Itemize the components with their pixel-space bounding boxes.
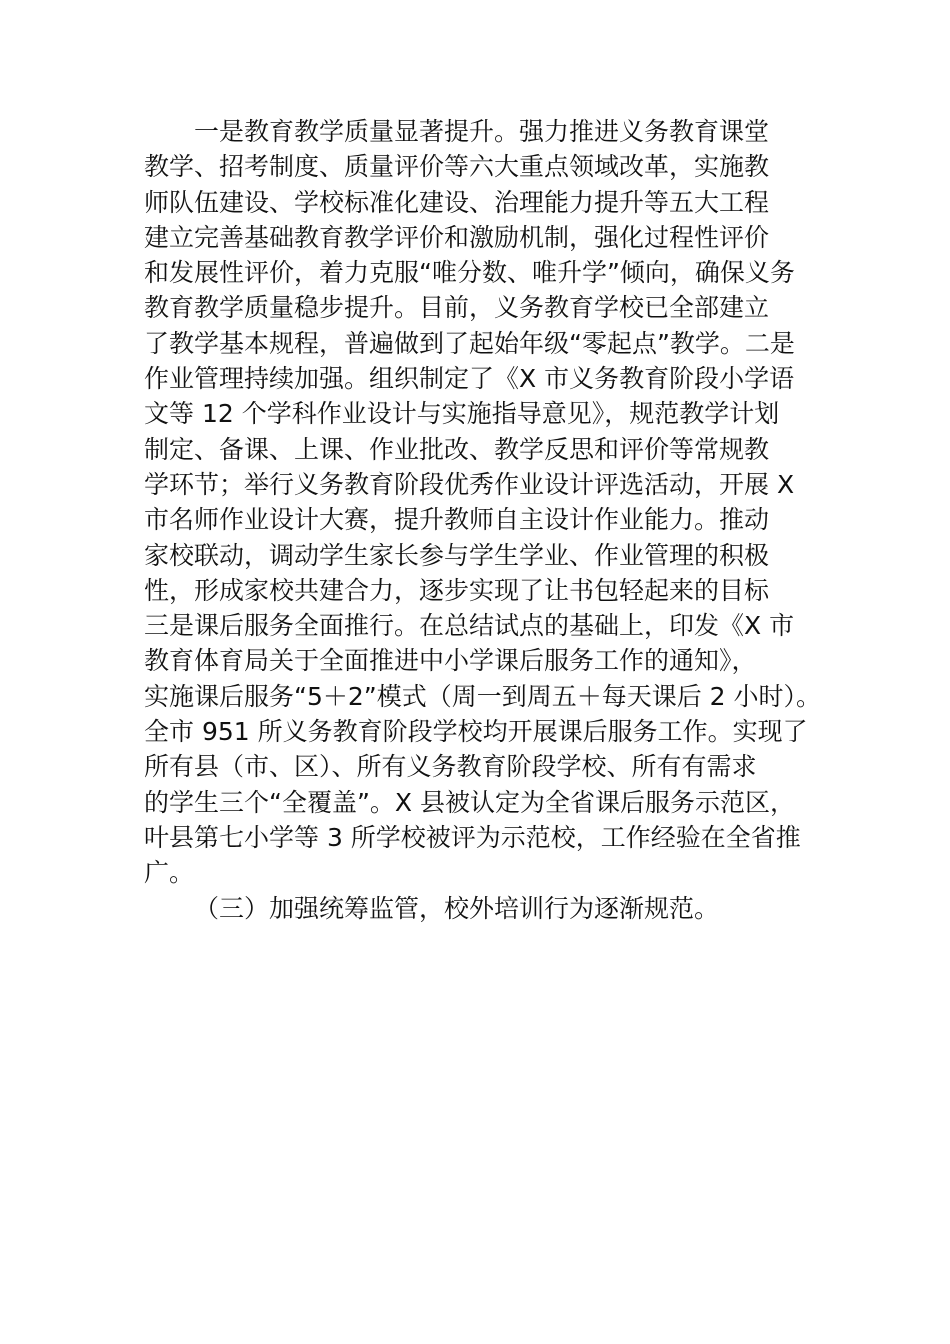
text-line: 的学生三个“全覆盖”。X 县被认定为全省课后服务示范区，	[144, 787, 795, 817]
text-line: 家校联动，调动学生家长参与学生学业、作业管理的积极	[144, 540, 770, 570]
text-line: 制定、备课、上课、作业批改、教学反思和评价等常规教	[144, 434, 770, 464]
text-line: 文等 12 个学科作业设计与实施指导意见》，规范教学计划	[144, 399, 780, 429]
text-line: 和发展性评价，着力克服“唯分数、唯升学”倾向，确保义务	[144, 258, 795, 288]
text-line: 叶县第七小学等 3 所学校被评为示范校，工作经验在全省推	[144, 822, 801, 852]
text-line: 性，形成家校共建合力，逐步实现了让书包轻起来的目标	[144, 575, 770, 605]
text-line: 作业管理持续加强。组织制定了《X 市义务教育阶段小学语	[144, 364, 795, 394]
text-line: 广。	[144, 858, 195, 888]
text-line: 一是教育教学质量显著提升。强力推进义务教育课堂	[194, 117, 770, 146]
text-line: 师队伍建设、学校标准化建设、治理能力提升等五大工程	[144, 187, 770, 217]
text-line: 学环节；举行义务教育阶段优秀作业设计评选活动，开展 X	[144, 469, 795, 499]
text-line: 所有县（市、区）、所有义务教育阶段学校、所有有需求	[144, 752, 757, 782]
text-line: 建立完善基础教育教学评价和激励机制，强化过程性评价	[144, 222, 770, 252]
text-line: 教学、招考制度、质量评价等六大重点领域改革，实施教	[144, 152, 770, 182]
text-line: 教育体育局关于全面推进中小学课后服务工作的通知》，	[144, 646, 757, 676]
text-line: 了教学基本规程，普遍做到了起始年级“零起点”教学。二是	[144, 328, 795, 358]
text-line: 全市 951 所义务教育阶段学校均开展课后服务工作。实现了	[144, 717, 808, 747]
body-text	[144, 114, 822, 926]
text-line: 市名师作业设计大赛，提升教师自主设计作业能力。推动	[144, 505, 770, 535]
text-line: 教育教学质量稳步提升。目前，义务教育学校已全部建立	[144, 293, 770, 323]
text-line: 实施课后服务“5＋2”模式（周一到周五＋每天课后 2 小时）。	[144, 681, 822, 711]
text-line: 三是课后服务全面推行。在总结试点的基础上，印发《X 市	[144, 611, 795, 641]
section-heading: （三）加强统筹监管，校外培训行为逐渐规范。	[194, 893, 720, 923]
